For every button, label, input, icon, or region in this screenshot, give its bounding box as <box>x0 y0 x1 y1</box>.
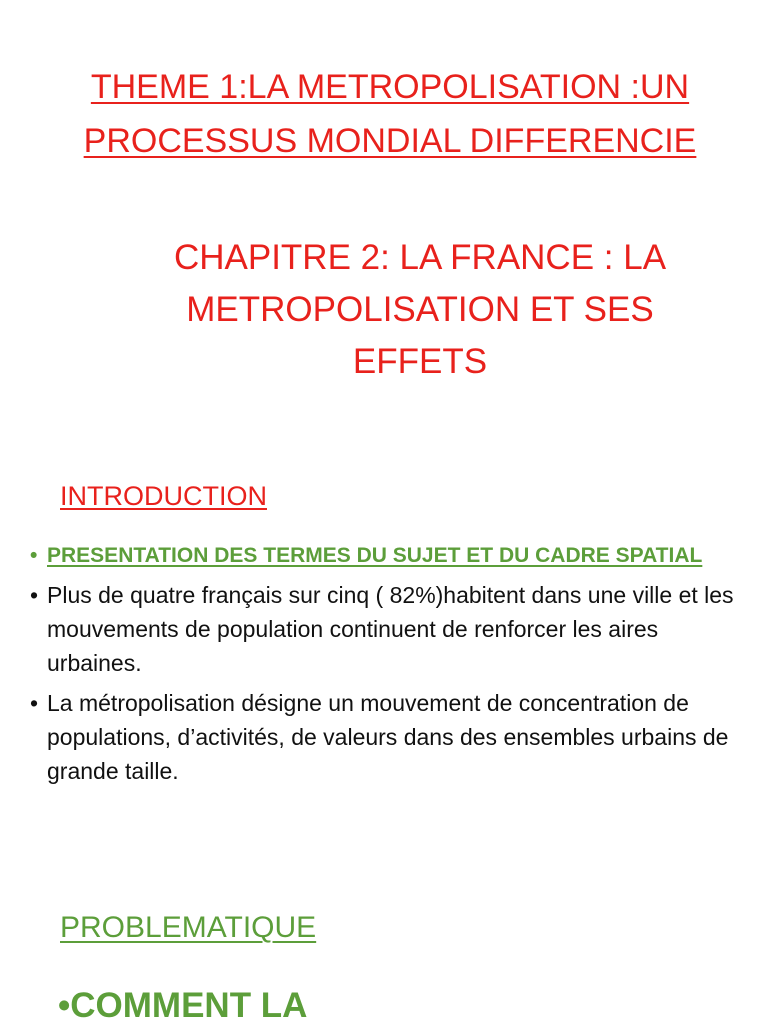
bullet-list <box>30 540 750 794</box>
bullet-dot-icon: • <box>30 582 39 608</box>
bullet-dot-icon: • <box>58 986 71 1024</box>
bullet-item-population <box>30 578 750 680</box>
question-text: COMMENT LA <box>70 986 308 1024</box>
bullet-text: La métropolisation désigne un mouvement de concentration de populations, d’activités, de valeurs dans des ensembles urbains de grande taille. <box>47 690 729 784</box>
bullet-item-subject-terms <box>30 540 750 572</box>
chapter-title: CHAPITRE 2: LA FRANCE : LA METROPOLISATION ET SES EFFETS <box>173 238 667 381</box>
problematique-question <box>58 982 307 1024</box>
introduction-heading: INTRODUCTION <box>60 481 267 511</box>
theme-title: THEME 1:LA METROPOLISATION :UN PROCESSUS MONDIAL DIFFERENCIE <box>83 68 697 160</box>
bullet-text: Plus de quatre français sur cinq ( 82%)habitent dans une ville et les mouvements de population continuent de renforcer les aires urbaines. <box>47 582 734 676</box>
bullet-dot-icon: • <box>30 544 38 567</box>
bullet-dot-icon: • <box>30 690 39 716</box>
problematique-heading: PROBLEMATIQUE <box>60 911 317 944</box>
bullet-text: PRESENTATION DES TERMES DU SUJET ET DU CADRE SPATIAL <box>47 544 703 567</box>
bullet-item-definition <box>30 686 750 788</box>
